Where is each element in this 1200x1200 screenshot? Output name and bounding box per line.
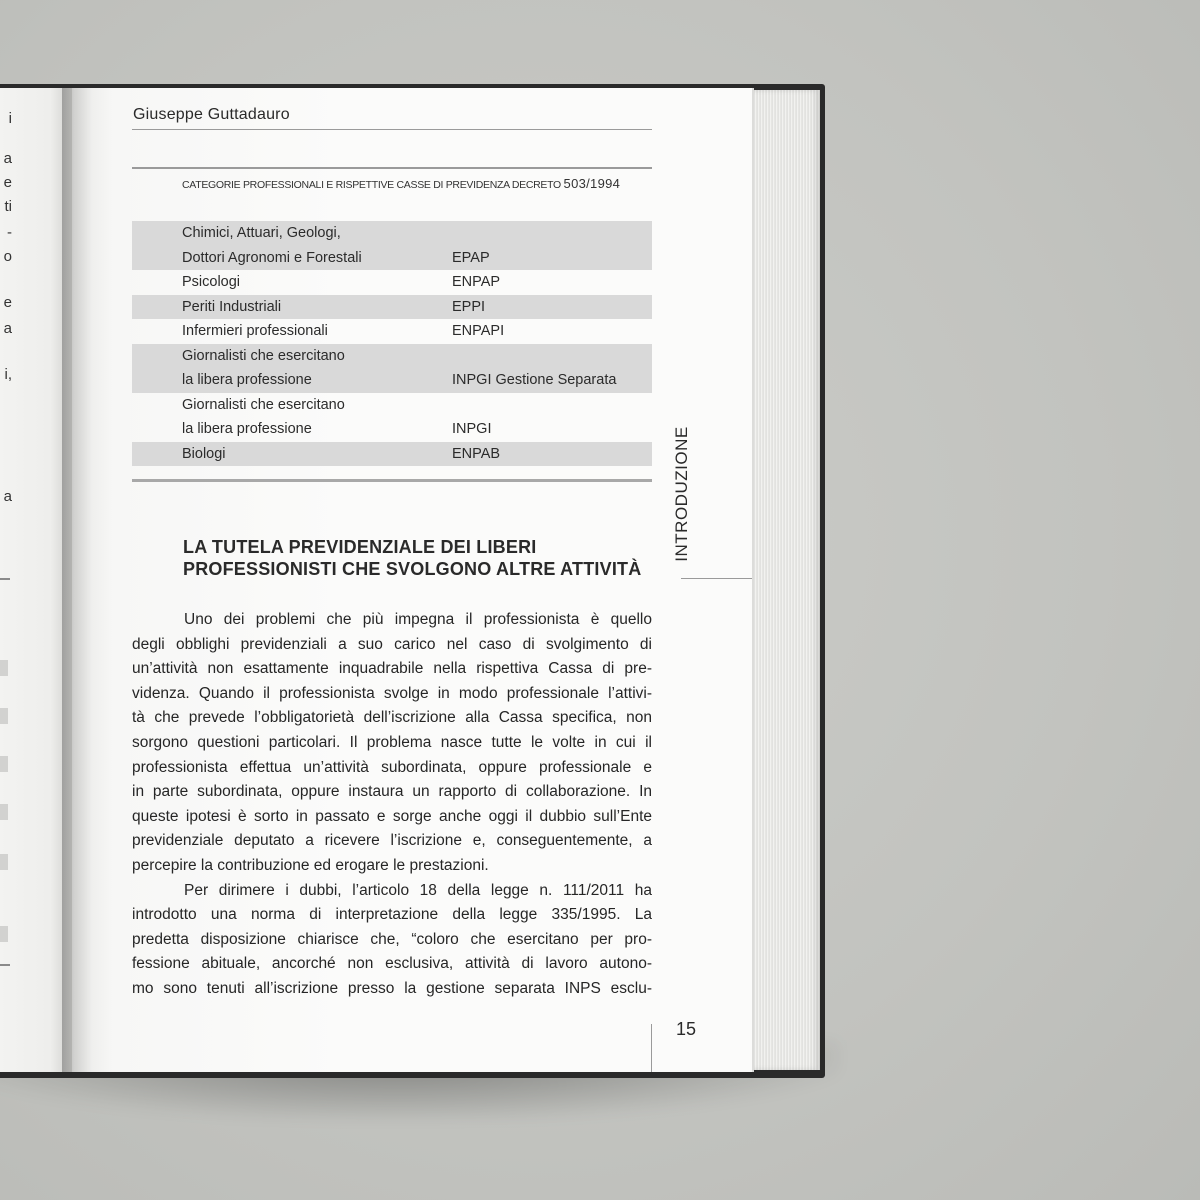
table-cell-profession: Dottori Agronomi e Forestali: [182, 249, 362, 266]
side-label-rule: [681, 578, 752, 579]
body-text-line: tà che prevede l’obbligatorietà dell’iscrizione alla Cassa specifica, non: [132, 709, 652, 727]
table-cell-fund: ENPAP: [452, 274, 501, 290]
body-text-line: degli obblighi previdenziali a suo carico nel caso di svolgimento di: [132, 635, 652, 653]
right-page: [72, 88, 752, 1072]
body-text-line: fessione abituale, ancorché non esclusiva, attività di lavoro autono-: [132, 955, 652, 973]
table-top-rule: [132, 167, 652, 169]
section-title: [183, 536, 663, 580]
table-cell-fund: EPAP: [452, 249, 490, 266]
table-cell-fund: ENPAB: [452, 445, 501, 462]
table-caption-number: 503/1994: [563, 176, 621, 191]
header-rule: [132, 129, 652, 130]
side-section-label: INTRODUZIONE: [672, 426, 691, 562]
running-head-author: Giuseppe Guttadauro: [133, 106, 290, 123]
left-page-rule: [0, 578, 10, 580]
table-cell-profession: Biologi: [182, 445, 226, 462]
table-cell-profession: la libera professione: [182, 372, 312, 388]
table-row-line: [132, 221, 652, 246]
body-text-line: Uno dei problemi che più impegna il professionista è quello: [184, 611, 652, 628]
table-row-line: [132, 270, 652, 295]
body-text-line: videnza. Quando il professionista svolge in modo professionale l’attivi-: [132, 684, 652, 702]
left-page-fragment: i: [8, 110, 12, 127]
table-cell-profession: Periti Industriali: [182, 298, 282, 315]
body-text-line: introdotto una norma di interpretazione della legge 335/1995. La: [132, 906, 652, 924]
table-caption: [182, 176, 652, 191]
body-text-line: professionista effettua un’attività subordinata, oppure professionale e: [132, 758, 652, 776]
left-page-table-bar: [0, 660, 8, 676]
table-row-line: [132, 295, 652, 320]
left-page-fragment: a: [3, 488, 12, 505]
table-cell-fund: EPPI: [452, 298, 486, 315]
left-page-table-bar: [0, 926, 8, 942]
section-title-line: LA TUTELA PREVIDENZIALE DEI LIBERI: [183, 537, 537, 557]
left-page-table-bar: [0, 756, 8, 772]
body-text: [132, 608, 652, 1002]
table-row: [132, 221, 652, 270]
table-row-line: [132, 442, 652, 467]
table-cell-profession: Chimici, Attuari, Geologi,: [182, 225, 341, 241]
body-text-line: previdenziale deputato a ricevere l’iscrizione e, conseguentemente, a: [132, 832, 652, 850]
table-row-line: [132, 368, 652, 393]
table-bottom-rule: [132, 479, 652, 482]
body-text-line: sorgono questioni particolari. Il problema nasce tutte le volte in cui il: [132, 733, 652, 751]
table-row: [132, 442, 652, 467]
left-page-fragment: e: [3, 294, 12, 311]
table-cell-profession: la libera professione: [182, 421, 312, 437]
left-page-fragment: e: [3, 174, 12, 191]
left-page-fragment: ti: [4, 198, 12, 215]
body-text-line: percepire la contribuzione ed erogare le prestazioni.: [132, 856, 489, 874]
left-page-table-bar: [0, 854, 8, 870]
left-page-fragment: -: [7, 224, 12, 241]
page-number: 15: [676, 1019, 697, 1039]
table-row: [132, 393, 652, 442]
professions-table: [132, 221, 652, 466]
table-row: [132, 319, 652, 344]
table-cell-profession: Psicologi: [182, 274, 241, 290]
left-page-table-bar: [0, 708, 8, 724]
table-cell-profession: Giornalisti che esercitano: [182, 347, 345, 364]
table-cell-profession: Giornalisti che esercitano: [182, 396, 345, 413]
left-page-fragment: a: [3, 150, 12, 167]
table-row: [132, 270, 652, 295]
table-row-line: [132, 319, 652, 344]
left-page-table-bar: [0, 804, 8, 820]
table-row: [132, 295, 652, 320]
body-text-line: un’attività non esattamente inquadrabile nella rispettiva Cassa di pre-: [132, 660, 652, 678]
page-number-rule: [651, 1024, 652, 1072]
table-cell-profession: Infermieri professionali: [182, 323, 328, 339]
body-text-line: predetta disposizione chiarisce che, “coloro che esercitano per pro-: [132, 930, 652, 948]
table-row: [132, 344, 652, 393]
table-row-line: [132, 417, 652, 442]
body-text-line: queste ipotesi è sorto in passato e sorge anche oggi il dubbio sull’Ente: [132, 807, 652, 825]
body-text-line: in parte subordinata, oppure instaura un rapporto di collaborazione. In: [132, 783, 652, 801]
table-cell-fund: INPGI: [452, 421, 492, 437]
left-page-fragment: o: [3, 248, 12, 265]
table-row-line: [132, 344, 652, 369]
body-text-line: mo sono tenuti all’iscrizione presso la gestione separata INPS esclu-: [132, 979, 652, 997]
table-row-line: [132, 246, 652, 271]
left-page-rule: [0, 964, 10, 966]
page-block-edges: [752, 90, 820, 1070]
left-page-fragment: i,: [4, 366, 12, 383]
table-row-line: [132, 393, 652, 418]
section-title-line: PROFESSIONISTI CHE SVOLGONO ALTRE ATTIVITÀ: [183, 559, 642, 579]
table-caption-text: CATEGORIE PROFESSIONALI E RISPETTIVE CASSE DI PREVIDENZA DECRETO: [182, 179, 561, 191]
table-cell-fund: INPGI Gestione Separata: [452, 372, 617, 388]
book-gutter-shadow: [62, 88, 92, 1072]
body-text-line: Per dirimere i dubbi, l’articolo 18 della legge n. 111/2011 ha: [184, 881, 652, 899]
table-cell-fund: ENPAPI: [452, 323, 505, 339]
left-page-fragment: a: [3, 320, 12, 337]
